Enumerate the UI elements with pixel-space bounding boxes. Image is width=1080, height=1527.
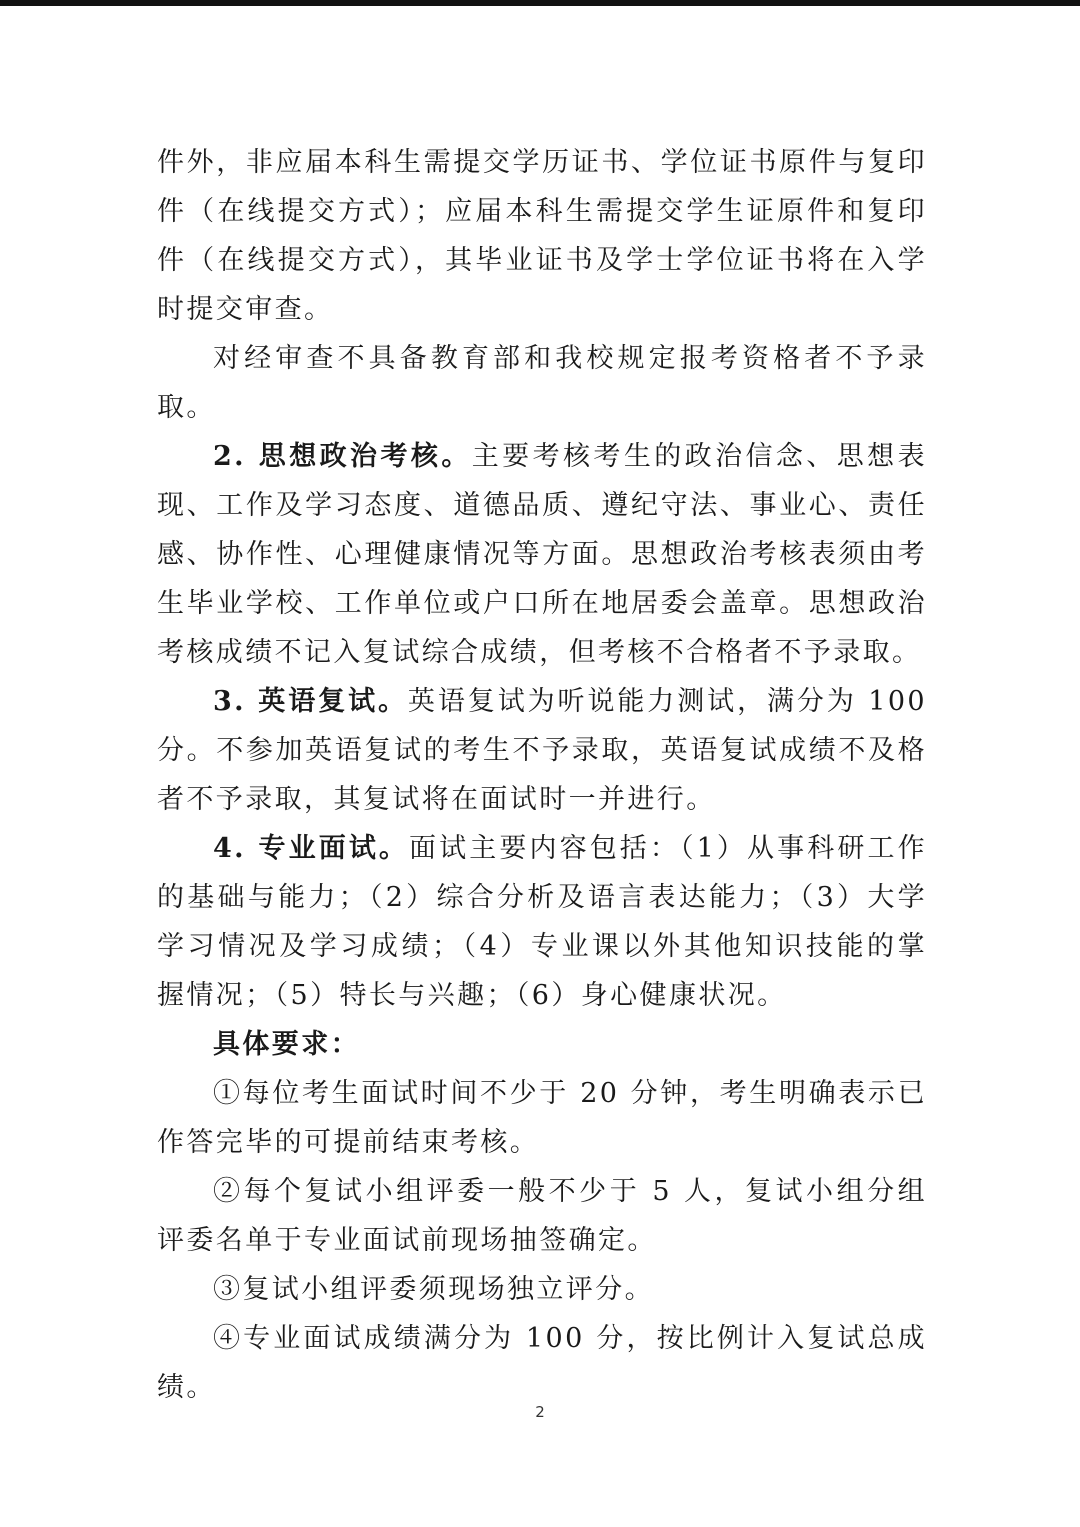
requirement-item-3	[157, 1265, 927, 1314]
paragraph-text: 英语复试为听说能力测试，满分为 100 分。不参加英语复试的考生不予录取，英语复试成绩不及格者不予录取，其复试将在面试时一并进行。	[157, 686, 927, 815]
paragraph-qualification-review	[157, 334, 927, 432]
section-heading: 具体要求：	[213, 1029, 360, 1060]
paragraph-specific-requirements-heading	[157, 1020, 927, 1069]
paragraph-text: 面试主要内容包括：（1）从事科研工作的基础与能力；（2）综合分析及语言表达能力；（3）大学学习情况及学习成绩；（4）专业课以外其他知识技能的掌握情况；（5）特长与兴趣；（6）身心健康状况。	[157, 833, 927, 1011]
requirement-item-1	[157, 1069, 927, 1167]
requirement-item-4	[157, 1314, 927, 1412]
section-heading: 4. 专业面试。	[213, 833, 410, 864]
paragraph-professional-interview	[157, 824, 927, 1020]
document-body	[157, 138, 927, 1412]
top-border	[0, 0, 1080, 6]
paragraph-political-assessment	[157, 432, 927, 677]
paragraph-text: ③复试小组评委须现场独立评分。	[213, 1274, 654, 1305]
section-heading: 2. 思想政治考核。	[213, 441, 472, 472]
paragraph-submission-requirements	[157, 138, 927, 334]
page-number: 2	[535, 1403, 545, 1421]
paragraph-text: 件外，非应届本科生需提交学历证书、学位证书原件与复印件（在线提交方式）；应届本科生需提交学生证原件和复印件（在线提交方式），其毕业证书及学士学位证书将在入学时提交审查。	[157, 147, 927, 325]
paragraph-english-retest	[157, 677, 927, 824]
paragraph-text: 主要考核考生的政治信念、思想表现、工作及学习态度、道德品质、遵纪守法、事业心、责任感、协作性、心理健康情况等方面。思想政治考核表须由考生毕业学校、工作单位或户口所在地居委会盖章。思想政治考核成绩不记入复试综合成绩，但考核不合格者不予录取。	[157, 441, 927, 668]
section-heading: 3. 英语复试。	[213, 686, 408, 717]
paragraph-text: ②每个复试小组评委一般不少于 5 人，复试小组分组评委名单于专业面试前现场抽签确定。	[157, 1176, 927, 1256]
paragraph-text: ①每位考生面试时间不少于 20 分钟，考生明确表示已作答完毕的可提前结束考核。	[157, 1078, 927, 1158]
paragraph-text: 对经审查不具备教育部和我校规定报考资格者不予录取。	[157, 343, 927, 423]
requirement-item-2	[157, 1167, 927, 1265]
paragraph-text: ④专业面试成绩满分为 100 分，按比例计入复试总成绩。	[157, 1323, 927, 1403]
